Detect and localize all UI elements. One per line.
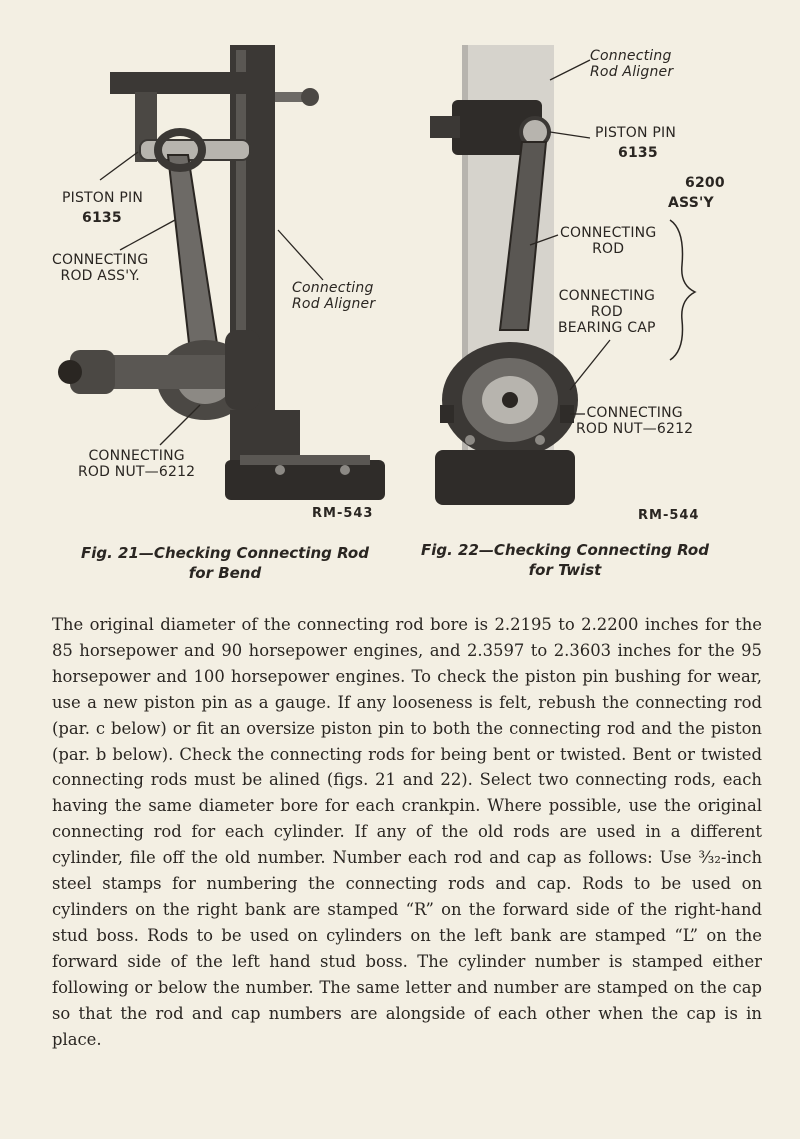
callout-connecting-rod-nut: CONNECTING ROD NUT—6212 (78, 448, 196, 480)
callout-connecting-rod-aligner: Connecting Rod Aligner (292, 280, 376, 312)
figure-22-caption: Fig. 22—Checking Connecting Rod for Twist (421, 541, 709, 579)
plate-number: RM-544 (638, 508, 700, 523)
rod-aligner-twist-illustration (400, 30, 780, 520)
callout-connecting-rod-assy: CONNECTING ROD ASS'Y. (52, 252, 149, 284)
callout-bearing-cap: CONNECTING ROD BEARING CAP (558, 288, 656, 336)
callout-connecting-rod-aligner: Connecting Rod Aligner (590, 48, 674, 80)
callout-assy: ASS'Y (668, 195, 714, 211)
body-paragraph: The original diameter of the connecting rod bore is 2.2195 to 2.2200 inches for the 85 horsepower and 90 horsepower engines, and 2.3597 to 2.3603 inches for the 95 horsepower and 100 horsepower engines. To check the piston pin bushing for wear, use a new piston pin as a gauge. If any looseness is felt, rebush the connecting rod (par. c below) or fit an oversize piston pin to both the connecting rod and the piston (par. b below). Check the connecting rods for being bent or twisted. Bent or twisted connecting rods must be alined (figs. 21 and 22). Select two connecting rods, each having the same diameter bore for each crankpin. Where possible, use the original connecting rod for each cylinder. If any of the old rods are used in a different cylinder, file off the old number. Number each rod and cap as follows: Use ³⁄₃₂-inch steel stamps for numbering the connecting rods and cap. Rods to be used on cylinders on the right bank are stamped “R” on the forward side of the right-hand stud boss. Rods to be used on cylinders on the left bank are stamped “L” on the forward side of the left hand stud boss. The cylinder number is stamped either following or below the number. The same letter and number are stamped on the cap so that the rod and cap numbers are alongside of each other when the cap is in place. (52, 615, 762, 1049)
plate-number: RM-543 (312, 506, 374, 521)
callout-connecting-rod: CONNECTING ROD (560, 225, 657, 257)
callout-piston-pin: PISTON PIN (62, 190, 143, 206)
callout-piston-pin-number: 6135 (82, 210, 122, 226)
callout-assy-number: 6200 (685, 175, 725, 191)
figure-22 (400, 30, 780, 523)
callout-piston-pin-number: 6135 (618, 145, 658, 161)
figure-21 (40, 30, 400, 520)
callout-piston-pin: PISTON PIN (595, 125, 676, 141)
figure-21-caption: Fig. 21—Checking Connecting Rod for Bend (81, 544, 369, 582)
callout-connecting-rod-nut: CONNECTING ROD NUT—6212 (576, 405, 694, 437)
